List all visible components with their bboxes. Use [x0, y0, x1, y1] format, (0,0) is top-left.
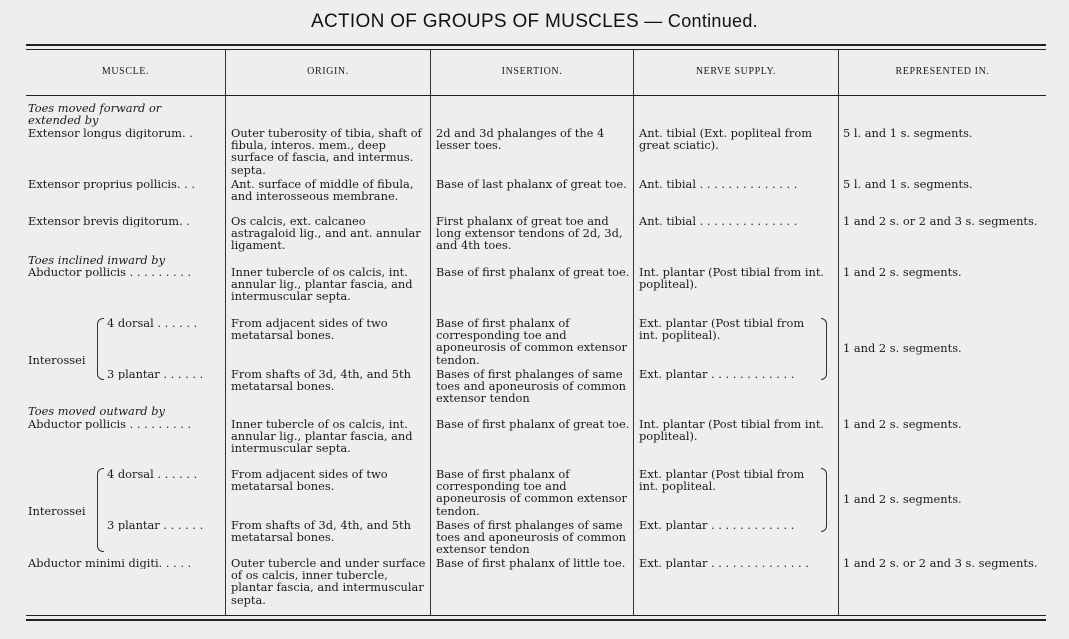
bottom-rule-thick: [26, 619, 1046, 621]
origin-cell: Os calcis, ext. calcaneo astragaloid lig., and ant. annular ligament.: [231, 214, 421, 253]
muscle-name: 3 plantar . . . . . .: [107, 368, 204, 381]
section-heading: Toes moved outward by: [28, 404, 165, 418]
insertion-cell: Base of first phalanx of great toe.: [436, 417, 630, 431]
nerve-cell: Ext. plantar (Post tibial from int. popliteal.: [639, 467, 805, 494]
interossei-label: Interossei: [28, 504, 86, 518]
right-brace: [821, 318, 827, 380]
header-insertion: INSERTION.: [501, 66, 563, 77]
insertion-cell: First phalanx of great toe and long extensor tendons of 2d, 3d, and 4th toes.: [436, 214, 623, 253]
nerve-cell: Int. plantar (Post tibial from int. popliteal).: [639, 417, 825, 444]
origin-cell: Inner tubercle of os calcis, int. annular lig., plantar fascia, and intermuscular septa.: [231, 265, 413, 304]
muscle-name: Extensor longus digitorum. .: [28, 127, 193, 140]
represented-cell: 1 and 2 s. or 2 and 3 s. segments.: [843, 556, 1038, 570]
right-brace: [821, 468, 827, 532]
column-divider: [633, 50, 634, 616]
represented-cell: 1 and 2 s. segments.: [843, 265, 962, 279]
header-muscle: MUSCLE.: [101, 66, 150, 77]
column-divider: [225, 50, 226, 616]
title-main: ACTION OF GROUPS OF MUSCLES: [311, 11, 639, 32]
muscle-name: 3 plantar . . . . . .: [107, 519, 204, 532]
represented-cell: 5 l. and 1 s. segments.: [843, 177, 973, 191]
insertion-cell: Bases of first phalanges of same toes and aponeurosis of common extensor tendon: [436, 367, 627, 406]
column-divider: [838, 50, 839, 616]
origin-cell: Inner tubercle of os calcis, int. annular lig., plantar fascia, and intermuscular septa.: [231, 417, 413, 456]
column-divider: [430, 50, 431, 616]
insertion-cell: 2d and 3d phalanges of the 4 lesser toes.: [436, 126, 605, 153]
represented-cell: 1 and 2 s. segments.: [843, 492, 962, 506]
header-nerve-supply: NERVE SUPPLY.: [695, 66, 777, 77]
header-represented-in: REPRESENTED IN.: [895, 66, 990, 77]
origin-cell: Ant. surface of middle of fibula, and interosseous membrane.: [231, 177, 414, 204]
represented-cell: 1 and 2 s. or 2 and 3 s. segments.: [843, 214, 1038, 228]
header-origin: ORIGIN.: [307, 66, 349, 77]
nerve-cell: Ext. plantar (Post tibial from int. popliteal).: [639, 316, 805, 343]
muscle-name: 4 dorsal . . . . . .: [107, 468, 198, 481]
insertion-cell: Base of first phalanx of great toe.: [436, 265, 630, 279]
header-rule: [26, 95, 1046, 96]
muscle-name: Extensor proprius pollicis. . .: [28, 178, 195, 191]
origin-cell: From adjacent sides of two metatarsal bones.: [231, 467, 388, 494]
top-rule-thick: [26, 44, 1046, 46]
insertion-cell: Base of last phalanx of great toe.: [436, 177, 627, 191]
muscle-name: Extensor brevis digitorum. .: [28, 215, 190, 228]
origin-cell: Outer tubercle and under surface of os calcis, inner tubercle, plantar fascia, and intermuscular septa.: [231, 556, 426, 607]
origin-cell: From shafts of 3d, 4th, and 5th metatarsal bones.: [231, 367, 411, 394]
represented-cell: 1 and 2 s. segments.: [843, 417, 962, 431]
nerve-cell: Ant. tibial . . . . . . . . . . . . . .: [639, 178, 798, 191]
nerve-cell: Ext. plantar . . . . . . . . . . . .: [639, 368, 795, 381]
left-brace: [97, 468, 104, 552]
nerve-cell: Ant. tibial . . . . . . . . . . . . . .: [639, 215, 798, 228]
represented-cell: 1 and 2 s. segments.: [843, 341, 962, 355]
nerve-cell: Ext. plantar . . . . . . . . . . . . . .: [639, 557, 809, 570]
section-heading: Toes moved forward or extended by: [28, 101, 162, 128]
origin-cell: Outer tuberosity of tibia, shaft of fibula, interos. mem., deep surface of fascia, and intermus. septa.: [231, 126, 422, 177]
muscle-name: Abductor pollicis . . . . . . . . .: [28, 266, 192, 279]
insertion-cell: Bases of first phalanges of same toes and aponeurosis of common extensor tendon: [436, 518, 627, 557]
muscle-name: 4 dorsal . . . . . .: [107, 317, 198, 330]
top-rule-thin: [26, 49, 1046, 50]
muscle-name: Abductor minimi digiti. . . . .: [28, 557, 192, 570]
represented-cell: 5 l. and 1 s. segments.: [843, 126, 973, 140]
insertion-cell: Base of first phalanx of corresponding toe and aponeurosis of common extensor tendon.: [436, 316, 627, 367]
nerve-cell: Int. plantar (Post tibial from int. popliteal).: [639, 265, 825, 292]
origin-cell: From adjacent sides of two metatarsal bones.: [231, 316, 388, 343]
title-suffix: — Continued.: [639, 11, 758, 31]
nerve-cell: Ext. plantar . . . . . . . . . . . .: [639, 519, 795, 532]
bottom-rule-thin: [26, 615, 1046, 616]
page-title: [0, 11, 1069, 33]
left-brace: [97, 318, 104, 380]
muscle-name: Abductor pollicis . . . . . . . . .: [28, 418, 192, 431]
nerve-cell: Ant. tibial (Ext. popliteal from great sciatic).: [639, 126, 813, 153]
section-heading: Toes inclined inward by: [28, 253, 166, 267]
insertion-cell: Base of first phalanx of corresponding toe and aponeurosis of common extensor tendon.: [436, 467, 627, 518]
origin-cell: From shafts of 3d, 4th, and 5th metatarsal bones.: [231, 518, 411, 545]
interossei-label: Interossei: [28, 353, 86, 367]
insertion-cell: Base of first phalanx of little toe.: [436, 556, 626, 570]
